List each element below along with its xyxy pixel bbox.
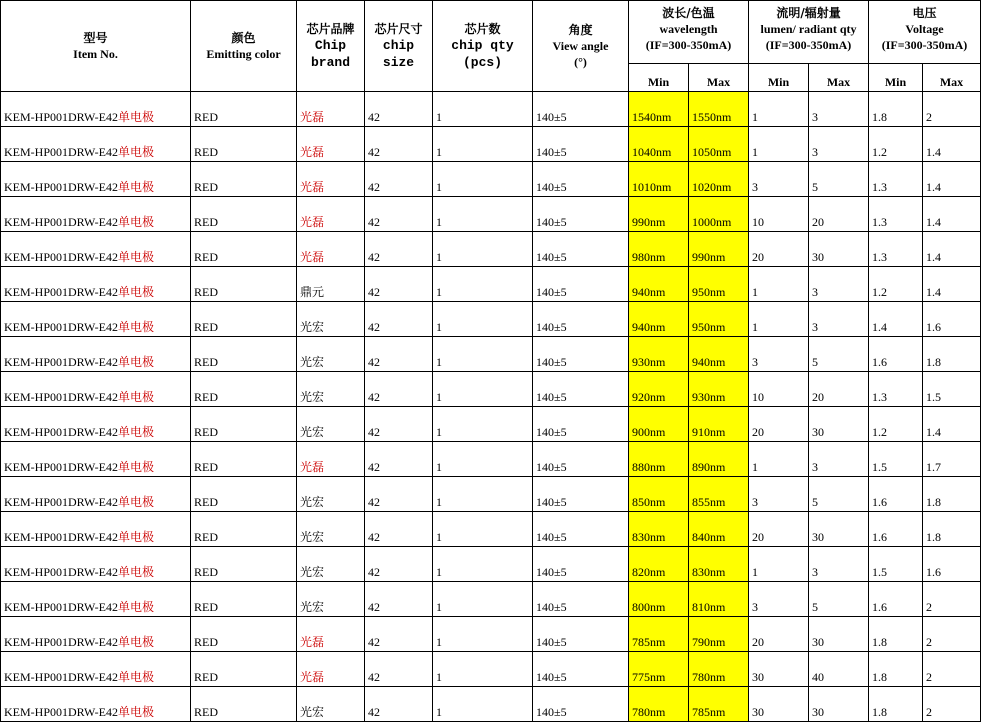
- cell-v-min: 1.8: [869, 652, 923, 687]
- cell-color: RED: [191, 127, 297, 162]
- cell-view-angle: 140±5: [533, 407, 629, 442]
- cell-wl-min: 1010nm: [629, 162, 689, 197]
- cell-brand: 鼎元: [297, 267, 365, 302]
- cell-chip-qty: 1: [433, 372, 533, 407]
- cell-chip-qty: 1: [433, 687, 533, 722]
- cell-wl-min: 930nm: [629, 337, 689, 372]
- cell-lm-max: 5: [809, 477, 869, 512]
- cell-view-angle: 140±5: [533, 442, 629, 477]
- cell-item-no: KEM-HP001DRW-E42单电极: [1, 687, 191, 722]
- cell-wl-min: 1540nm: [629, 92, 689, 127]
- cell-lm-max: 20: [809, 197, 869, 232]
- cell-view-angle: 140±5: [533, 512, 629, 547]
- cell-lm-max: 3: [809, 302, 869, 337]
- cell-chip-qty: 1: [433, 617, 533, 652]
- cell-wl-min: 775nm: [629, 652, 689, 687]
- cell-v-max: 1.4: [923, 127, 981, 162]
- cell-item-no: KEM-HP001DRW-E42单电极: [1, 442, 191, 477]
- cell-v-max: 1.4: [923, 197, 981, 232]
- cell-view-angle: 140±5: [533, 617, 629, 652]
- cell-chip-qty: 1: [433, 652, 533, 687]
- header-emitting-color: 颜色 Emitting color: [191, 1, 297, 92]
- cell-lm-min: 10: [749, 197, 809, 232]
- header-chip-brand: 芯片品牌 Chip brand: [297, 1, 365, 92]
- cell-wl-min: 880nm: [629, 442, 689, 477]
- cell-v-min: 1.2: [869, 127, 923, 162]
- header-voltage: 电压 Voltage (IF=300-350mA): [869, 1, 981, 64]
- cell-lm-max: 5: [809, 162, 869, 197]
- cell-view-angle: 140±5: [533, 92, 629, 127]
- cell-brand: 光磊: [297, 617, 365, 652]
- cell-wl-min: 850nm: [629, 477, 689, 512]
- cell-v-max: 2: [923, 652, 981, 687]
- cell-chip-qty: 1: [433, 477, 533, 512]
- cell-lm-min: 3: [749, 477, 809, 512]
- cell-v-max: 1.4: [923, 407, 981, 442]
- cell-chip-size: 42: [365, 477, 433, 512]
- electrode-type: 单电极: [118, 460, 155, 474]
- cell-chip-size: 42: [365, 162, 433, 197]
- cell-v-min: 1.3: [869, 372, 923, 407]
- cell-item-no: KEM-HP001DRW-E42单电极: [1, 337, 191, 372]
- cell-item-no: KEM-HP001DRW-E42单电极: [1, 512, 191, 547]
- table-row: [1, 162, 981, 197]
- cell-brand: 光宏: [297, 477, 365, 512]
- cell-wl-max: 990nm: [689, 232, 749, 267]
- cell-v-min: 1.4: [869, 302, 923, 337]
- cell-lm-max: 40: [809, 652, 869, 687]
- table-row: [1, 477, 981, 512]
- electrode-type: 单电极: [118, 495, 155, 509]
- cell-wl-min: 940nm: [629, 302, 689, 337]
- cell-lm-max: 3: [809, 127, 869, 162]
- cell-brand: 光宏: [297, 302, 365, 337]
- header-chip-size: 芯片尺寸 chip size: [365, 1, 433, 92]
- cell-lm-max: 3: [809, 92, 869, 127]
- cell-wl-max: 910nm: [689, 407, 749, 442]
- cell-wl-max: 950nm: [689, 302, 749, 337]
- cell-lm-min: 20: [749, 407, 809, 442]
- cell-color: RED: [191, 477, 297, 512]
- cell-chip-size: 42: [365, 372, 433, 407]
- cell-v-min: 1.3: [869, 197, 923, 232]
- cell-view-angle: 140±5: [533, 302, 629, 337]
- cell-wl-min: 1040nm: [629, 127, 689, 162]
- cell-color: RED: [191, 267, 297, 302]
- cell-item-no: KEM-HP001DRW-E42单电极: [1, 232, 191, 267]
- cell-lm-max: 30: [809, 407, 869, 442]
- cell-item-no: KEM-HP001DRW-E42单电极: [1, 477, 191, 512]
- cell-wl-min: 900nm: [629, 407, 689, 442]
- cell-chip-size: 42: [365, 232, 433, 267]
- cell-color: RED: [191, 512, 297, 547]
- cell-lm-max: 3: [809, 547, 869, 582]
- table-row: [1, 687, 981, 722]
- cell-v-min: 1.6: [869, 512, 923, 547]
- cell-lm-min: 1: [749, 302, 809, 337]
- cell-v-max: 1.4: [923, 267, 981, 302]
- cell-lm-max: 20: [809, 372, 869, 407]
- cell-chip-size: 42: [365, 687, 433, 722]
- header-lumen: 流明/辐射量 lumen/ radiant qty (IF=300-350mA): [749, 1, 869, 64]
- table-row: [1, 267, 981, 302]
- cell-item-no: KEM-HP001DRW-E42单电极: [1, 302, 191, 337]
- cell-brand: 光磊: [297, 232, 365, 267]
- cell-item-no: KEM-HP001DRW-E42单电极: [1, 372, 191, 407]
- cell-wl-max: 790nm: [689, 617, 749, 652]
- cell-view-angle: 140±5: [533, 127, 629, 162]
- cell-wl-max: 830nm: [689, 547, 749, 582]
- cell-chip-size: 42: [365, 197, 433, 232]
- cell-item-no: KEM-HP001DRW-E42单电极: [1, 127, 191, 162]
- cell-v-max: 1.8: [923, 512, 981, 547]
- cell-brand: 光宏: [297, 372, 365, 407]
- header-v-min: Min: [869, 64, 923, 92]
- cell-color: RED: [191, 232, 297, 267]
- cell-color: RED: [191, 372, 297, 407]
- cell-wl-min: 980nm: [629, 232, 689, 267]
- table-row: [1, 547, 981, 582]
- cell-chip-qty: 1: [433, 92, 533, 127]
- electrode-type: 单电极: [118, 355, 155, 369]
- cell-color: RED: [191, 617, 297, 652]
- cell-v-min: 1.3: [869, 162, 923, 197]
- table-row: [1, 652, 981, 687]
- cell-brand: 光宏: [297, 582, 365, 617]
- cell-color: RED: [191, 547, 297, 582]
- cell-view-angle: 140±5: [533, 197, 629, 232]
- cell-wl-max: 930nm: [689, 372, 749, 407]
- cell-lm-min: 30: [749, 687, 809, 722]
- cell-item-no: KEM-HP001DRW-E42单电极: [1, 197, 191, 232]
- cell-color: RED: [191, 162, 297, 197]
- cell-chip-size: 42: [365, 267, 433, 302]
- cell-item-no: KEM-HP001DRW-E42单电极: [1, 162, 191, 197]
- cell-wl-min: 780nm: [629, 687, 689, 722]
- cell-chip-size: 42: [365, 652, 433, 687]
- cell-lm-max: 30: [809, 617, 869, 652]
- cell-view-angle: 140±5: [533, 547, 629, 582]
- cell-color: RED: [191, 337, 297, 372]
- cell-lm-min: 20: [749, 512, 809, 547]
- cell-view-angle: 140±5: [533, 372, 629, 407]
- cell-brand: 光宏: [297, 687, 365, 722]
- header-wavelength: 波长/色温 wavelength (IF=300-350mA): [629, 1, 749, 64]
- electrode-type: 单电极: [118, 320, 155, 334]
- cell-brand: 光磊: [297, 652, 365, 687]
- cell-wl-max: 1020nm: [689, 162, 749, 197]
- table-row: [1, 127, 981, 162]
- table-row: [1, 337, 981, 372]
- cell-view-angle: 140±5: [533, 582, 629, 617]
- cell-wl-min: 830nm: [629, 512, 689, 547]
- cell-lm-min: 10: [749, 372, 809, 407]
- table-row: [1, 92, 981, 127]
- cell-chip-size: 42: [365, 302, 433, 337]
- table-row: [1, 372, 981, 407]
- cell-brand: 光宏: [297, 512, 365, 547]
- header-chip-qty: 芯片数 chip qty (pcs): [433, 1, 533, 92]
- cell-chip-qty: 1: [433, 512, 533, 547]
- header-v-max: Max: [923, 64, 981, 92]
- cell-chip-size: 42: [365, 407, 433, 442]
- cell-v-max: 1.4: [923, 162, 981, 197]
- cell-chip-size: 42: [365, 617, 433, 652]
- cell-v-max: 2: [923, 687, 981, 722]
- cell-wl-max: 950nm: [689, 267, 749, 302]
- cell-wl-max: 780nm: [689, 652, 749, 687]
- cell-v-min: 1.6: [869, 337, 923, 372]
- cell-view-angle: 140±5: [533, 267, 629, 302]
- table-row: [1, 582, 981, 617]
- table-row: [1, 442, 981, 477]
- cell-chip-qty: 1: [433, 232, 533, 267]
- table-row: [1, 512, 981, 547]
- cell-lm-min: 1: [749, 92, 809, 127]
- cell-color: RED: [191, 442, 297, 477]
- cell-chip-qty: 1: [433, 197, 533, 232]
- electrode-type: 单电极: [118, 600, 155, 614]
- cell-v-min: 1.5: [869, 547, 923, 582]
- cell-v-min: 1.2: [869, 267, 923, 302]
- cell-item-no: KEM-HP001DRW-E42单电极: [1, 582, 191, 617]
- cell-lm-min: 3: [749, 162, 809, 197]
- cell-chip-qty: 1: [433, 547, 533, 582]
- cell-wl-min: 940nm: [629, 267, 689, 302]
- cell-v-min: 1.6: [869, 582, 923, 617]
- cell-v-max: 1.6: [923, 547, 981, 582]
- cell-chip-size: 42: [365, 337, 433, 372]
- cell-view-angle: 140±5: [533, 337, 629, 372]
- cell-wl-max: 855nm: [689, 477, 749, 512]
- cell-wl-min: 785nm: [629, 617, 689, 652]
- cell-v-max: 1.4: [923, 232, 981, 267]
- cell-brand: 光磊: [297, 162, 365, 197]
- cell-lm-min: 1: [749, 267, 809, 302]
- electrode-type: 单电极: [118, 670, 155, 684]
- table-body: [1, 92, 981, 722]
- cell-view-angle: 140±5: [533, 162, 629, 197]
- electrode-type: 单电极: [118, 390, 155, 404]
- header-item-no: 型号 Item No.: [1, 1, 191, 92]
- cell-v-max: 1.6: [923, 302, 981, 337]
- cell-color: RED: [191, 302, 297, 337]
- cell-lm-max: 5: [809, 582, 869, 617]
- cell-view-angle: 140±5: [533, 687, 629, 722]
- cell-brand: 光磊: [297, 442, 365, 477]
- cell-brand: 光磊: [297, 92, 365, 127]
- cell-wl-max: 1050nm: [689, 127, 749, 162]
- cell-chip-qty: 1: [433, 267, 533, 302]
- cell-brand: 光宏: [297, 407, 365, 442]
- cell-color: RED: [191, 92, 297, 127]
- table-row: [1, 407, 981, 442]
- cell-wl-max: 890nm: [689, 442, 749, 477]
- header-wl-min: Min: [629, 64, 689, 92]
- cell-color: RED: [191, 687, 297, 722]
- cell-brand: 光宏: [297, 337, 365, 372]
- cell-v-min: 1.5: [869, 442, 923, 477]
- cell-lm-max: 30: [809, 687, 869, 722]
- cell-chip-size: 42: [365, 127, 433, 162]
- cell-item-no: KEM-HP001DRW-E42单电极: [1, 407, 191, 442]
- cell-color: RED: [191, 652, 297, 687]
- cell-wl-min: 820nm: [629, 547, 689, 582]
- cell-lm-min: 20: [749, 232, 809, 267]
- cell-v-min: 1.3: [869, 232, 923, 267]
- cell-lm-min: 20: [749, 617, 809, 652]
- cell-lm-min: 1: [749, 442, 809, 477]
- cell-v-max: 2: [923, 582, 981, 617]
- cell-chip-qty: 1: [433, 442, 533, 477]
- cell-lm-min: 1: [749, 547, 809, 582]
- electrode-type: 单电极: [118, 530, 155, 544]
- cell-wl-max: 810nm: [689, 582, 749, 617]
- cell-chip-qty: 1: [433, 127, 533, 162]
- electrode-type: 单电极: [118, 285, 155, 299]
- cell-lm-max: 3: [809, 442, 869, 477]
- electrode-type: 单电极: [118, 425, 155, 439]
- cell-lm-max: 3: [809, 267, 869, 302]
- electrode-type: 单电极: [118, 705, 155, 719]
- cell-v-max: 1.8: [923, 337, 981, 372]
- cell-view-angle: 140±5: [533, 652, 629, 687]
- cell-chip-qty: 1: [433, 162, 533, 197]
- cell-view-angle: 140±5: [533, 232, 629, 267]
- cell-v-max: 1.8: [923, 477, 981, 512]
- cell-view-angle: 140±5: [533, 477, 629, 512]
- cell-lm-min: 3: [749, 337, 809, 372]
- cell-v-min: 1.2: [869, 407, 923, 442]
- electrode-type: 单电极: [118, 110, 155, 124]
- header-view-angle: 角度 View angle (°): [533, 1, 629, 92]
- cell-lm-min: 3: [749, 582, 809, 617]
- header-lm-max: Max: [809, 64, 869, 92]
- cell-lm-max: 30: [809, 232, 869, 267]
- cell-chip-qty: 1: [433, 337, 533, 372]
- cell-wl-min: 920nm: [629, 372, 689, 407]
- electrode-type: 单电极: [118, 565, 155, 579]
- cell-chip-size: 42: [365, 92, 433, 127]
- table-row: [1, 617, 981, 652]
- cell-v-min: 1.8: [869, 92, 923, 127]
- electrode-type: 单电极: [118, 250, 155, 264]
- electrode-type: 单电极: [118, 145, 155, 159]
- cell-brand: 光宏: [297, 547, 365, 582]
- cell-brand: 光磊: [297, 197, 365, 232]
- cell-wl-min: 800nm: [629, 582, 689, 617]
- cell-v-min: 1.8: [869, 687, 923, 722]
- cell-item-no: KEM-HP001DRW-E42单电极: [1, 547, 191, 582]
- cell-wl-max: 1000nm: [689, 197, 749, 232]
- cell-lm-max: 5: [809, 337, 869, 372]
- cell-v-min: 1.8: [869, 617, 923, 652]
- cell-chip-qty: 1: [433, 302, 533, 337]
- cell-item-no: KEM-HP001DRW-E42单电极: [1, 617, 191, 652]
- cell-item-no: KEM-HP001DRW-E42单电极: [1, 267, 191, 302]
- cell-wl-max: 840nm: [689, 512, 749, 547]
- cell-v-min: 1.6: [869, 477, 923, 512]
- cell-wl-min: 990nm: [629, 197, 689, 232]
- header-lm-min: Min: [749, 64, 809, 92]
- cell-wl-max: 940nm: [689, 337, 749, 372]
- cell-v-max: 1.5: [923, 372, 981, 407]
- cell-chip-size: 42: [365, 442, 433, 477]
- cell-lm-min: 1: [749, 127, 809, 162]
- cell-v-max: 2: [923, 92, 981, 127]
- electrode-type: 单电极: [118, 635, 155, 649]
- cell-wl-max: 785nm: [689, 687, 749, 722]
- cell-color: RED: [191, 582, 297, 617]
- header-wl-max: Max: [689, 64, 749, 92]
- cell-color: RED: [191, 407, 297, 442]
- cell-lm-max: 30: [809, 512, 869, 547]
- cell-item-no: KEM-HP001DRW-E42单电极: [1, 652, 191, 687]
- cell-v-max: 2: [923, 617, 981, 652]
- electrode-type: 单电极: [118, 215, 155, 229]
- cell-v-max: 1.7: [923, 442, 981, 477]
- cell-chip-size: 42: [365, 582, 433, 617]
- cell-brand: 光磊: [297, 127, 365, 162]
- cell-chip-qty: 1: [433, 407, 533, 442]
- table-row: [1, 302, 981, 337]
- cell-item-no: KEM-HP001DRW-E42单电极: [1, 92, 191, 127]
- cell-chip-size: 42: [365, 547, 433, 582]
- cell-color: RED: [191, 197, 297, 232]
- table-row: [1, 232, 981, 267]
- cell-lm-min: 30: [749, 652, 809, 687]
- cell-wl-max: 1550nm: [689, 92, 749, 127]
- table-row: [1, 197, 981, 232]
- cell-chip-qty: 1: [433, 582, 533, 617]
- electrode-type: 单电极: [118, 180, 155, 194]
- cell-chip-size: 42: [365, 512, 433, 547]
